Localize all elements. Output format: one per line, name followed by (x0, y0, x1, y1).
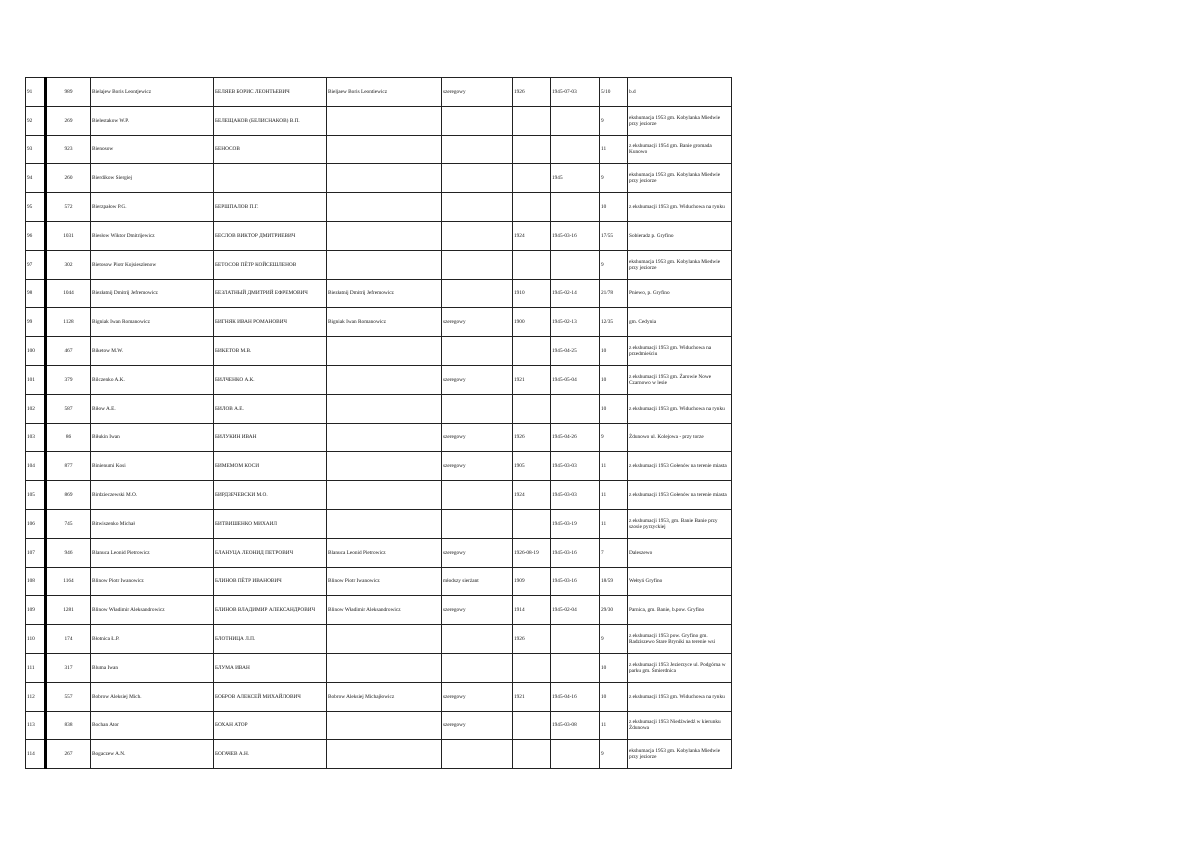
cell-birth: 1910 (513, 279, 551, 308)
cell-name-latin: Bogaczew A.N. (91, 740, 214, 769)
cell-rank: szeregowy (442, 365, 513, 394)
cell-name-latin: Bielestakow W.P. (91, 106, 214, 135)
burial-records-table (25, 77, 732, 769)
cell-lp: 97 (26, 250, 46, 279)
cell-birth: 1926 (513, 423, 551, 452)
cell-name-alt (327, 221, 442, 250)
cell-nr: 174 (46, 625, 91, 654)
cell-grave: 9 (600, 625, 628, 654)
cell-grave: 9 (600, 106, 628, 135)
cell-grave: 9 (600, 740, 628, 769)
cell-birth: 1924 (513, 481, 551, 510)
cell-place: Żdunowo ul. Kolejowa - przy torze (628, 423, 732, 452)
cell-name-alt (327, 481, 442, 510)
cell-name-latin: Bielajew Boris Leontjewicz (91, 78, 214, 107)
cell-place: z ekshumacji 1953 Jezierzyce ul. Podgórna w parku gm. Śmierdnica (628, 653, 732, 682)
cell-rank: szeregowy (442, 308, 513, 337)
cell-birth: 1921 (513, 682, 551, 711)
cell-rank (442, 509, 513, 538)
cell-rank: szeregowy (442, 538, 513, 567)
cell-nr: 946 (46, 538, 91, 567)
cell-place: z ekshumacji 1953 Niedźwiedź w kierunku Żdunowa (628, 711, 732, 740)
table-row (26, 596, 732, 625)
cell-name-latin: Bilczenko A.K. (91, 365, 214, 394)
cell-place: z ekshumacji 1953 gm. Widuchowa na rynku (628, 394, 732, 423)
cell-nr: 302 (46, 250, 91, 279)
cell-name-latin: Biłow A.E. (91, 394, 214, 423)
cell-nr: 1281 (46, 596, 91, 625)
cell-lp: 108 (26, 567, 46, 596)
cell-name-latin: Bierdikow Siergiej (91, 164, 214, 193)
cell-name-cyrillic: БЛАНУЦА ЛЕОНИД ПЕТРОВИЧ (214, 538, 327, 567)
cell-name-latin: Biłukin Iwan (91, 423, 214, 452)
table-row (26, 567, 732, 596)
cell-nr: 838 (46, 711, 91, 740)
cell-rank: szeregowy (442, 452, 513, 481)
cell-birth (513, 653, 551, 682)
cell-nr: 467 (46, 337, 91, 366)
table-row (26, 337, 732, 366)
cell-grave: 11 (600, 509, 628, 538)
cell-birth: 1900 (513, 308, 551, 337)
cell-place: z ekshumacji 1953, gm. Banie Banie przy szosie pyrzyckiej (628, 509, 732, 538)
cell-death: 1945-05-04 (551, 365, 600, 394)
cell-name-cyrillic: БИГНЯК ИВАН РОМАНОВИЧ (214, 308, 327, 337)
cell-name-cyrillic: БЛУМА ИВАН (214, 653, 327, 682)
cell-death (551, 394, 600, 423)
cell-lp: 105 (26, 481, 46, 510)
cell-nr: 989 (46, 78, 91, 107)
cell-nr: 572 (46, 193, 91, 222)
cell-death (551, 250, 600, 279)
cell-place: Daleszewo (628, 538, 732, 567)
cell-grave: 10 (600, 337, 628, 366)
cell-name-cyrillic: БИЛЧЕНКО А.К. (214, 365, 327, 394)
cell-nr: 379 (46, 365, 91, 394)
cell-name-cyrillic: БОХАН АТОР (214, 711, 327, 740)
cell-nr: 269 (46, 106, 91, 135)
cell-grave: 11 (600, 135, 628, 164)
cell-lp: 92 (26, 106, 46, 135)
cell-place: z ekshumacji 1953 pow. Gryfino gm. Radziszewo Stare Bryniki na terenie wsi (628, 625, 732, 654)
cell-death: 1945-04-25 (551, 337, 600, 366)
cell-lp: 106 (26, 509, 46, 538)
cell-place: z ekshumacji 1954 gm. Banie gromada Kunowo (628, 135, 732, 164)
cell-birth (513, 135, 551, 164)
cell-rank (442, 106, 513, 135)
cell-grave: 10 (600, 653, 628, 682)
cell-lp: 95 (26, 193, 46, 222)
cell-grave: 18/59 (600, 567, 628, 596)
table-row (26, 711, 732, 740)
cell-rank (442, 193, 513, 222)
cell-rank (442, 740, 513, 769)
cell-nr: 1164 (46, 567, 91, 596)
cell-name-cyrillic: БЕЗЛАТНЫЙ ДМИТРИЙ ЕФРЕМОВИЧ (214, 279, 327, 308)
cell-name-alt (327, 394, 442, 423)
cell-name-latin: Bierzpałow P.G. (91, 193, 214, 222)
cell-rank (442, 625, 513, 654)
cell-name-latin: Blinow Piotr Iwanowicz (91, 567, 214, 596)
cell-name-cyrillic (214, 164, 327, 193)
cell-lp: 110 (26, 625, 46, 654)
cell-name-latin: Blanuca Leonid Pietrowicz (91, 538, 214, 567)
cell-grave: 9 (600, 250, 628, 279)
cell-birth (513, 711, 551, 740)
cell-name-alt: Bigniak Iwan Romanowicz (327, 308, 442, 337)
cell-rank (442, 221, 513, 250)
cell-grave: 12/35 (600, 308, 628, 337)
cell-rank (442, 481, 513, 510)
cell-birth: 1909 (513, 567, 551, 596)
cell-name-alt (327, 740, 442, 769)
cell-name-alt (327, 337, 442, 366)
table-row (26, 682, 732, 711)
cell-death: 1945-03-16 (551, 221, 600, 250)
cell-grave: 11 (600, 481, 628, 510)
cell-nr: 557 (46, 682, 91, 711)
cell-place: ekshumacja 1953 gm. Kobylanka Miedwie przy jeziorze (628, 250, 732, 279)
table-row (26, 250, 732, 279)
cell-name-alt: Blinow Piotr Iwanowicz (327, 567, 442, 596)
cell-name-latin: Blinow Władimir Aleksandrowicz (91, 596, 214, 625)
table-row (26, 509, 732, 538)
cell-nr: 260 (46, 164, 91, 193)
cell-lp: 102 (26, 394, 46, 423)
cell-name-cyrillic: БИТВИШЕНКО МИХАИЛ (214, 509, 327, 538)
table-row (26, 625, 732, 654)
cell-grave: 11 (600, 452, 628, 481)
cell-place: z ekshumacji 1953 Gołenów na terenie miasta (628, 452, 732, 481)
cell-nr: 877 (46, 452, 91, 481)
cell-place: ekshumacja 1953 gm. Kobylanka Miedwie przy jeziorze (628, 164, 732, 193)
table-row (26, 423, 732, 452)
cell-name-alt (327, 653, 442, 682)
cell-name-cyrillic: БЕСЛОВ ВИКТОР ДМИТРИЕВИЧ (214, 221, 327, 250)
cell-birth (513, 193, 551, 222)
table-row (26, 452, 732, 481)
cell-death: 1945-02-04 (551, 596, 600, 625)
cell-name-alt (327, 193, 442, 222)
cell-name-latin: Bitwiszenko Michał (91, 509, 214, 538)
cell-lp: 112 (26, 682, 46, 711)
cell-death (551, 653, 600, 682)
table-row (26, 78, 732, 107)
table-row (26, 106, 732, 135)
table-row (26, 481, 732, 510)
cell-birth: 1926-08-19 (513, 538, 551, 567)
cell-place: z ekshumacji 1953 gm. Widuchowa na rynku (628, 682, 732, 711)
cell-rank: szeregowy (442, 596, 513, 625)
cell-lp: 99 (26, 308, 46, 337)
cell-name-cyrillic: БЛОТНИЦА Л.П. (214, 625, 327, 654)
cell-lp: 93 (26, 135, 46, 164)
cell-name-latin: Bietosow Piotr Kojsieszlenow (91, 250, 214, 279)
cell-grave: 17/55 (600, 221, 628, 250)
cell-nr: 745 (46, 509, 91, 538)
cell-place: z ekshumacji 1953 Gołenów na terenie miasta (628, 481, 732, 510)
cell-lp: 103 (26, 423, 46, 452)
cell-name-latin: Bluma Iwan (91, 653, 214, 682)
cell-death: 1945-04-16 (551, 682, 600, 711)
cell-name-cyrillic: БЕЛЯЕВ БОРИС ЛЕОНТЬЕВИЧ (214, 78, 327, 107)
cell-death: 1945 (551, 164, 600, 193)
cell-birth: 1921 (513, 365, 551, 394)
cell-name-latin: Biezłatnij Dmitrij Jefremowicz (91, 279, 214, 308)
table-row (26, 279, 732, 308)
cell-death: 1945-02-14 (551, 279, 600, 308)
cell-birth: 1926 (513, 625, 551, 654)
cell-name-alt (327, 164, 442, 193)
cell-name-cyrillic: БЕНОСОВ (214, 135, 327, 164)
cell-name-latin: Biketow M.W. (91, 337, 214, 366)
cell-name-latin: Bobrow Aleksiej Mich. (91, 682, 214, 711)
cell-name-alt (327, 711, 442, 740)
cell-name-latin: Bienosow (91, 135, 214, 164)
cell-name-latin: Bigniak Iwan Romanowicz (91, 308, 214, 337)
cell-name-cyrillic: БИЛУКИН ИВАН (214, 423, 327, 452)
cell-rank: szeregowy (442, 423, 513, 452)
table-row (26, 538, 732, 567)
table-row (26, 193, 732, 222)
cell-name-alt: Bobrow Aleksiej Michajłowicz (327, 682, 442, 711)
cell-grave: 9 (600, 423, 628, 452)
cell-name-latin: Birdzieczewski M.O. (91, 481, 214, 510)
cell-place: Wełtyń Gryfino (628, 567, 732, 596)
cell-name-alt: Biezłatnij Dmitrij Jefremowicz (327, 279, 442, 308)
cell-grave: 10 (600, 682, 628, 711)
cell-lp: 94 (26, 164, 46, 193)
cell-name-latin: Biesłow Wiktor Dmitrijewicz (91, 221, 214, 250)
cell-birth: 1905 (513, 452, 551, 481)
cell-rank (442, 653, 513, 682)
cell-nr: 923 (46, 135, 91, 164)
cell-grave: 9 (600, 164, 628, 193)
cell-place: ekshumacja 1953 gm. Kobylanka Miedwie przy jeziorze (628, 740, 732, 769)
cell-name-cyrillic: БЛИНОВ ПЁТР ИВАНОВИЧ (214, 567, 327, 596)
cell-nr: 86 (46, 423, 91, 452)
cell-name-cyrillic: БЛИНОВ ВЛАДИМИР АЛЕКСАНДРОВИЧ (214, 596, 327, 625)
cell-name-alt (327, 423, 442, 452)
cell-rank: szeregowy (442, 78, 513, 107)
cell-death: 1945-03-19 (551, 509, 600, 538)
cell-birth (513, 164, 551, 193)
cell-death (551, 135, 600, 164)
cell-lp: 100 (26, 337, 46, 366)
cell-nr: 267 (46, 740, 91, 769)
cell-name-cyrillic: БЕРШПАЛОВ П.Г. (214, 193, 327, 222)
cell-death: 1945-03-08 (551, 711, 600, 740)
cell-grave: 11 (600, 711, 628, 740)
cell-rank (442, 337, 513, 366)
cell-birth (513, 740, 551, 769)
cell-rank (442, 279, 513, 308)
cell-name-cyrillic: БОГАЧЕВ А.Н. (214, 740, 327, 769)
cell-death (551, 193, 600, 222)
cell-lp: 109 (26, 596, 46, 625)
cell-death: 1945-03-16 (551, 567, 600, 596)
table-row (26, 394, 732, 423)
cell-grave: 21/78 (600, 279, 628, 308)
cell-rank (442, 164, 513, 193)
cell-grave: 29/30 (600, 596, 628, 625)
cell-name-alt (327, 452, 442, 481)
cell-lp: 114 (26, 740, 46, 769)
cell-rank (442, 394, 513, 423)
cell-name-alt (327, 106, 442, 135)
cell-name-latin: Błotnica Ł.P. (91, 625, 214, 654)
cell-death: 1945-03-03 (551, 481, 600, 510)
cell-place: z ekshumacji 1953 gm. Widuchowa na rynku (628, 193, 732, 222)
table-row (26, 221, 732, 250)
cell-place: z ekshumacji 1953 gm. Widuchowa na przedmieściu (628, 337, 732, 366)
cell-birth (513, 337, 551, 366)
cell-place: z ekshumacji 1953 gm. Żarowie Nowe Czarnowo w lesie (628, 365, 732, 394)
cell-name-cyrillic: БИРДЗЕЧЕВСКИ М.О. (214, 481, 327, 510)
cell-death: 1945-04-26 (551, 423, 600, 452)
cell-death (551, 106, 600, 135)
cell-name-latin: Binienumi Kosi (91, 452, 214, 481)
cell-name-cyrillic: БОБРОВ АЛЕКСЕЙ МИХАЙЛОВИЧ (214, 682, 327, 711)
cell-name-alt (327, 135, 442, 164)
cell-grave: 10 (600, 394, 628, 423)
cell-death: 1945-03-16 (551, 538, 600, 567)
cell-rank (442, 135, 513, 164)
table-row (26, 653, 732, 682)
cell-birth (513, 250, 551, 279)
cell-nr: 869 (46, 481, 91, 510)
cell-lp: 111 (26, 653, 46, 682)
cell-birth (513, 106, 551, 135)
cell-place: Sobieradz p. Gryfino (628, 221, 732, 250)
cell-name-cyrillic: БИКЕТОВ М.В. (214, 337, 327, 366)
cell-place: b.d (628, 78, 732, 107)
cell-lp: 98 (26, 279, 46, 308)
cell-lp: 91 (26, 78, 46, 107)
cell-death: 1945-02-13 (551, 308, 600, 337)
cell-name-cyrillic: БЕЛЕЩАКОВ (БЕЛИСНАКОВ) В.П. (214, 106, 327, 135)
cell-grave: 10 (600, 365, 628, 394)
cell-place: Parnica, gm. Banie, b.pow. Gryfino (628, 596, 732, 625)
cell-nr: 587 (46, 394, 91, 423)
cell-name-alt (327, 625, 442, 654)
cell-name-alt: Bieljaew Boris Leontiewicz (327, 78, 442, 107)
cell-name-alt (327, 250, 442, 279)
cell-name-alt (327, 509, 442, 538)
cell-death (551, 740, 600, 769)
table-body (26, 78, 732, 769)
cell-birth (513, 509, 551, 538)
cell-place: ekshumacja 1953 gm. Kobylanka Miedwie przy jeziorze (628, 106, 732, 135)
cell-name-alt (327, 365, 442, 394)
cell-name-cyrillic: БЕТОСОВ ПЁТР КОЙСЕШЛЕНОВ (214, 250, 327, 279)
cell-death: 1945-07-03 (551, 78, 600, 107)
cell-lp: 101 (26, 365, 46, 394)
cell-nr: 1031 (46, 221, 91, 250)
cell-rank: szeregowy (442, 682, 513, 711)
table-row (26, 365, 732, 394)
cell-name-alt: Blinow Władimir Aleksandrowicz (327, 596, 442, 625)
cell-lp: 107 (26, 538, 46, 567)
cell-nr: 1128 (46, 308, 91, 337)
cell-grave: 10 (600, 193, 628, 222)
cell-lp: 96 (26, 221, 46, 250)
cell-birth (513, 394, 551, 423)
cell-rank: szeregowy (442, 711, 513, 740)
table-row (26, 740, 732, 769)
cell-birth: 1914 (513, 596, 551, 625)
cell-nr: 317 (46, 653, 91, 682)
cell-nr: 1044 (46, 279, 91, 308)
cell-lp: 104 (26, 452, 46, 481)
table-row (26, 135, 732, 164)
cell-grave: 5/10 (600, 78, 628, 107)
cell-birth: 1924 (513, 221, 551, 250)
cell-death: 1945-03-03 (551, 452, 600, 481)
table-row (26, 164, 732, 193)
cell-place: gm. Cedynia (628, 308, 732, 337)
cell-name-alt: Blanuca Leonid Pietrowicz (327, 538, 442, 567)
table-row (26, 308, 732, 337)
cell-grave: 7 (600, 538, 628, 567)
cell-name-cyrillic: БИЛОВ А.Е. (214, 394, 327, 423)
cell-name-cyrillic: БИМЕМОМ КОСИ (214, 452, 327, 481)
cell-place: Pniewo, p. Gryfino (628, 279, 732, 308)
cell-rank: młodszy sierżant (442, 567, 513, 596)
cell-lp: 113 (26, 711, 46, 740)
cell-rank (442, 250, 513, 279)
cell-birth: 1926 (513, 78, 551, 107)
cell-death (551, 625, 600, 654)
cell-name-latin: Bochan Ator (91, 711, 214, 740)
